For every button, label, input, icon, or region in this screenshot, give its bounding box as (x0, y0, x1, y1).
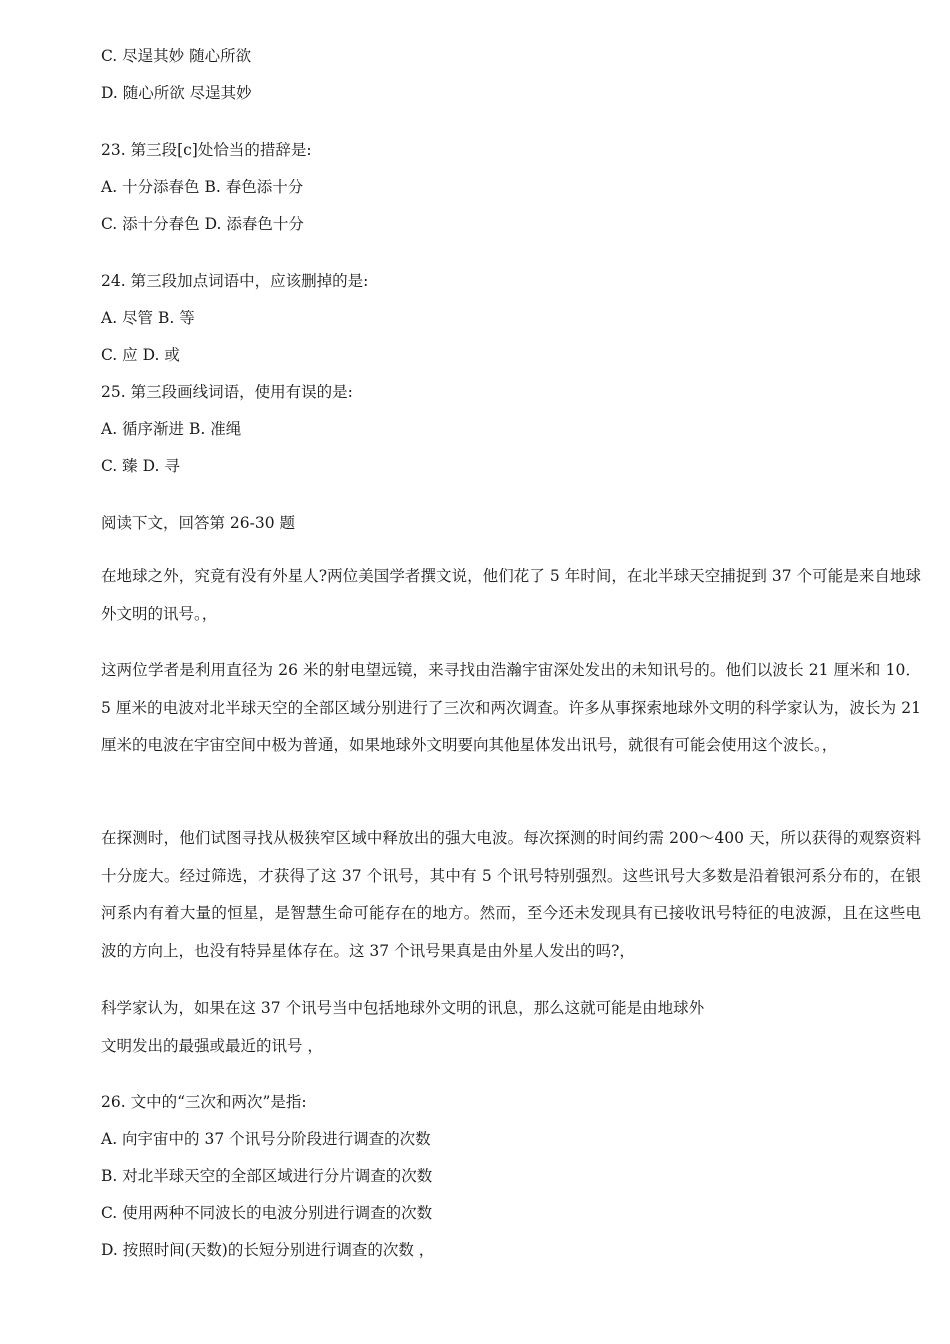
q23-options-cd: C. 添十分春色 D. 添春色十分 (101, 215, 304, 233)
q25-options-ab: A. 循序渐进 B. 准绳 (101, 420, 242, 438)
reading-paragraph-3: 在探测时，他们试图寻找从极狭窄区域中释放出的强大电波。每次探测的时间约需 200～400 天，所以获得的观察资料十分庞大。经过筛选，才获得了这 37 个讯号，其中有 5 个讯号特别强烈。这些讯号大多数是沿着银河系分布的，在银河系内有着大量的恒星，是智慧生命可能存在的地方。然而，至今还未发现具有已接收讯号特征的电波源，且在这些电波的方向上，也没有特异星体存在。这 37 个讯号果真是由外星人发出的吗?， (101, 829, 921, 960)
q24-options-cd: C. 应 D. 或 (101, 346, 180, 364)
q23-options-ab: A. 十分添春色 B. 春色添十分 (101, 178, 304, 196)
reading-instruction: 阅读下文，回答第 26-30 题 (101, 514, 296, 532)
q25-stem: 25. 第三段画线词语，使用有误的是: (101, 383, 353, 401)
q26-option-a: A. 向宇宙中的 37 个讯号分阶段进行调查的次数 (101, 1130, 431, 1148)
reading-paragraph-1: 在地球之外，究竟有没有外星人?两位美国学者撰文说，他们花了 5 年时间，在北半球天空捕捉到 37 个可能是来自地球外文明的讯号。， (101, 567, 921, 623)
reading-paragraph-4-line-2: 文明发出的最强或最近的讯号 ， (101, 1037, 323, 1055)
q26-option-c: C. 使用两种不同波长的电波分别进行调查的次数 (101, 1204, 433, 1222)
q26-stem: 26. 文中的“三次和两次”是指: (101, 1093, 307, 1111)
reading-paragraph-4-line-1: 科学家认为，如果在这 37 个讯号当中包括地球外文明的讯息，那么这就可能是由地球外 (101, 999, 705, 1017)
reading-paragraph-2: 这两位学者是利用直径为 26 米的射电望远镜，来寻找由浩瀚宇宙深处发出的未知讯号的。他们以波长 21 厘米和 10．5 厘米的电波对北半球天空的全部区域分别进行了三次和两次调查。许多从事探索地球外文明的科学家认为，波长为 21 厘米的电波在宇宙空间中极为普通，如果地球外文明要向其他星体发出讯号，就很有可能会使用这个波长。， (101, 661, 921, 754)
q22-option-d: D. 随心所欲 尽逞其妙 (101, 84, 252, 102)
q22-option-c: C. 尽逞其妙 随心所欲 (101, 47, 252, 65)
q26-option-b: B. 对北半球天空的全部区域进行分片调查的次数 (101, 1167, 433, 1185)
q23-stem: 23. 第三段[c]处恰当的措辞是: (101, 141, 312, 159)
q24-stem: 24. 第三段加点词语中，应该删掉的是: (101, 272, 369, 290)
q25-options-cd: C. 臻 D. 寻 (101, 457, 180, 475)
q24-options-ab: A. 尽管 B. 等 (101, 309, 195, 327)
q26-option-d: D. 按照时间(天数)的长短分别进行调查的次数 ， (101, 1241, 435, 1259)
